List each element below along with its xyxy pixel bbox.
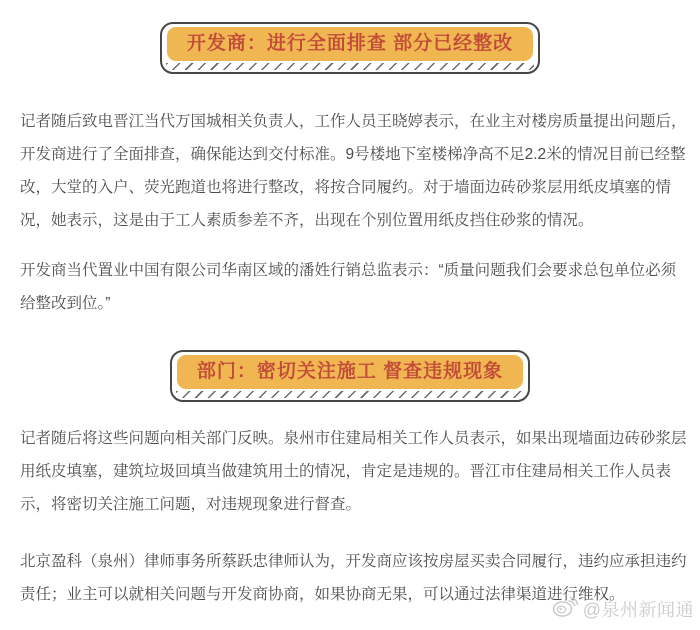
banner-department-title: 部门：密切关注施工 督查违规现象: [177, 355, 523, 389]
banner-department-section: [0, 350, 700, 402]
text-line: 开发商当代置业中国有限公司华南区域的潘姓行销总监表示：“质量问题我们会要求总包单位必须: [20, 262, 677, 279]
paragraph-developer-response: [20, 105, 687, 237]
banner-developer-title: 开发商：进行全面排查 部分已经整改: [167, 27, 533, 61]
text-line: 北京盈科（泉州）律师事务所蔡跃忠律师认为，开发商应该按房屋买卖合同履行，违约应承担违约: [20, 553, 687, 570]
text-line: 改，大堂的入户、荧光跑道也将进行整改，将按合同履约。对于墙面边砖砂浆层用纸皮填塞的情: [20, 179, 672, 196]
banner-developer: [160, 22, 540, 74]
paragraph-department-response: [20, 422, 687, 521]
watermark-handle: @泉州新闻通: [582, 599, 694, 620]
text-line: 开发商进行了全面排查，确保能达到交付标准。9号楼地下室楼梯净高不足2.2米的情况目前已经整: [20, 146, 686, 163]
weibo-icon: [552, 594, 578, 623]
text-line: 给整改到位。”: [20, 295, 111, 312]
text-line: 责任；业主可以就相关问题与开发商协商，如果协商无果，可以通过法律渠道进行维权。: [20, 586, 625, 603]
text-line: 记者随后致电晋江当代万国城相关负责人，工作人员王晓婷表示，在业主对楼房质量提出问题后，: [20, 113, 687, 130]
text-line: 用纸皮填塞，建筑垃圾回填当做建筑用土的情况，肯定是违规的。晋江市住建局相关工作人员表: [20, 463, 672, 480]
text-line: 况，她表示，这是由于工人素质参差不齐，出现在个别位置用纸皮挡住砂浆的情况。: [20, 212, 594, 229]
text-line: 示，将密切关注施工问题，对违规现象进行督查。: [20, 496, 362, 513]
text-line: 记者随后将这些问题向相关部门反映。泉州市住建局相关工作人员表示，如果出现墙面边砖砂浆层: [20, 430, 687, 447]
banner-developer-section: [0, 22, 700, 74]
watermark: [552, 594, 694, 623]
paragraph-marketing-director-quote: [20, 254, 683, 320]
banner-department: [170, 350, 530, 402]
